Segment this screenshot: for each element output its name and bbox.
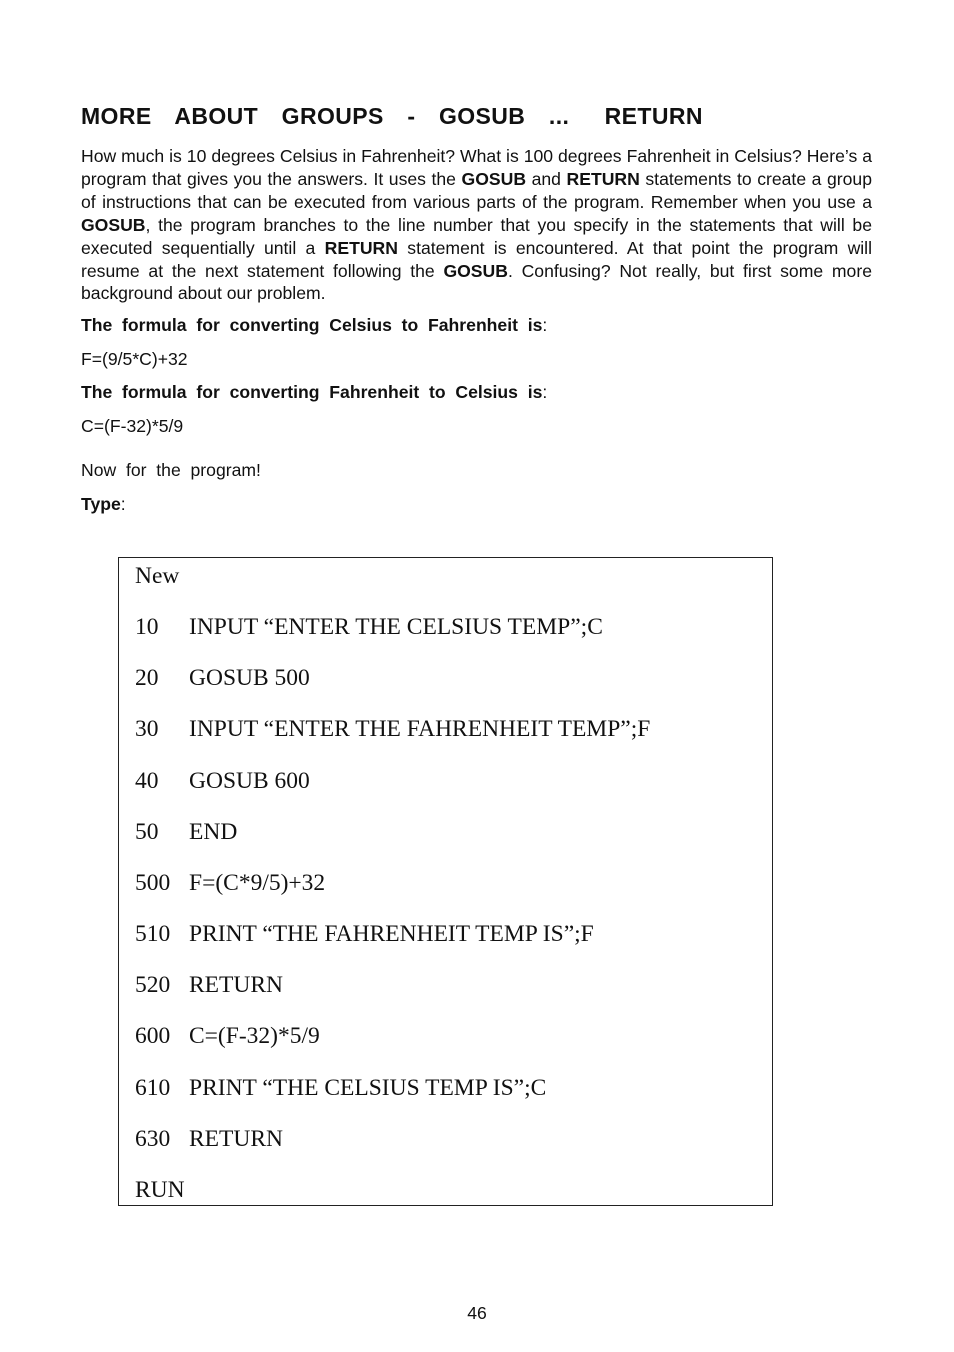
program-line bbox=[135, 1021, 320, 1051]
keyword: GOSUB bbox=[81, 214, 146, 235]
line-number: 50 bbox=[135, 818, 159, 845]
line-code: PRINT “THE CELSIUS TEMP IS”;C bbox=[189, 1074, 547, 1101]
intro-text-segment: statements to create a group of instructions that can be executed from various parts of the program. Remember when you use a bbox=[81, 168, 872, 212]
keyword: GOSUB bbox=[461, 168, 527, 189]
program-line bbox=[135, 561, 179, 591]
line-code: RUN bbox=[135, 1176, 185, 1203]
line-code: RETURN bbox=[189, 972, 283, 999]
program-line bbox=[135, 868, 325, 898]
line-number: 510 bbox=[135, 921, 171, 948]
program-line bbox=[135, 612, 603, 642]
formula2-line bbox=[81, 381, 547, 403]
keyword: RETURN bbox=[324, 237, 398, 258]
line-code: END bbox=[189, 818, 238, 845]
program-line bbox=[135, 1073, 546, 1103]
line-code: C=(F-32)*5/9 bbox=[189, 1023, 320, 1050]
formula1-text: F=(9/5*C)+32 bbox=[81, 349, 188, 369]
formula2-text: C=(F-32)*5/9 bbox=[81, 416, 184, 436]
line-number: 610 bbox=[135, 1074, 171, 1101]
formula1-label: The formula for converting Celsius to Fahrenheit is bbox=[81, 315, 543, 335]
line-number: 500 bbox=[135, 869, 171, 896]
intro-text-segment: statement is encountered. At that point the program will resume at the next statement following the bbox=[81, 237, 872, 281]
line-number: 600 bbox=[135, 1023, 171, 1050]
program-line bbox=[135, 919, 594, 949]
formula1-line bbox=[81, 314, 547, 336]
program-line bbox=[135, 714, 650, 744]
intro-text-segment: , the program branches to the line number that you specify in the statements that will be executed sequentially until a bbox=[81, 214, 872, 258]
type-colon: : bbox=[120, 494, 126, 514]
formula2-colon: : bbox=[542, 382, 548, 402]
line-code: GOSUB 600 bbox=[189, 767, 310, 794]
intro-paragraph bbox=[81, 145, 872, 305]
line-number: 30 bbox=[135, 716, 159, 743]
type-label: Type bbox=[81, 494, 121, 514]
intro-text-segment: . Confusing? Not really, but first some more background about our problem. bbox=[81, 260, 872, 304]
intro-text-segment: How much is 10 degrees Celsius in Fahrenheit? What is 100 degrees Fahrenheit in Celsius? Here’s a program that gives you the answers. It uses the bbox=[81, 146, 872, 189]
keyword: GOSUB bbox=[443, 260, 508, 281]
line-code: GOSUB 500 bbox=[189, 665, 310, 692]
program-line bbox=[135, 1124, 283, 1154]
program-line bbox=[135, 663, 310, 693]
line-number: 520 bbox=[135, 972, 171, 999]
now-text: Now for the program! bbox=[81, 460, 261, 480]
line-number: 10 bbox=[135, 614, 159, 641]
line-code: New bbox=[135, 563, 180, 589]
line-code: RETURN bbox=[189, 1125, 283, 1152]
line-code: F=(C*9/5)+32 bbox=[189, 869, 326, 896]
line-code: PRINT “THE FAHRENHEIT TEMP IS”;F bbox=[189, 921, 594, 948]
program-line bbox=[135, 970, 283, 1000]
line-number: 630 bbox=[135, 1125, 171, 1152]
formula2-label: The formula for converting Fahrenheit to Celsius is bbox=[81, 382, 543, 402]
type-line bbox=[81, 493, 126, 515]
program-line bbox=[135, 817, 237, 847]
page-number: 46 bbox=[467, 1303, 487, 1323]
section-title: MORE ABOUT GROUPS - GOSUB ... RETURN bbox=[81, 103, 703, 129]
program-line bbox=[135, 1175, 185, 1205]
line-code: INPUT “ENTER THE FAHRENHEIT TEMP”;F bbox=[189, 716, 651, 743]
formula1-colon: : bbox=[542, 315, 548, 335]
intro-text-segment: and bbox=[526, 168, 567, 189]
line-number: 20 bbox=[135, 665, 159, 692]
keyword: RETURN bbox=[566, 168, 640, 189]
program-listing-box bbox=[118, 557, 773, 1206]
line-number: 40 bbox=[135, 767, 159, 794]
program-line bbox=[135, 766, 310, 796]
line-code: INPUT “ENTER THE CELSIUS TEMP”;C bbox=[189, 614, 603, 641]
